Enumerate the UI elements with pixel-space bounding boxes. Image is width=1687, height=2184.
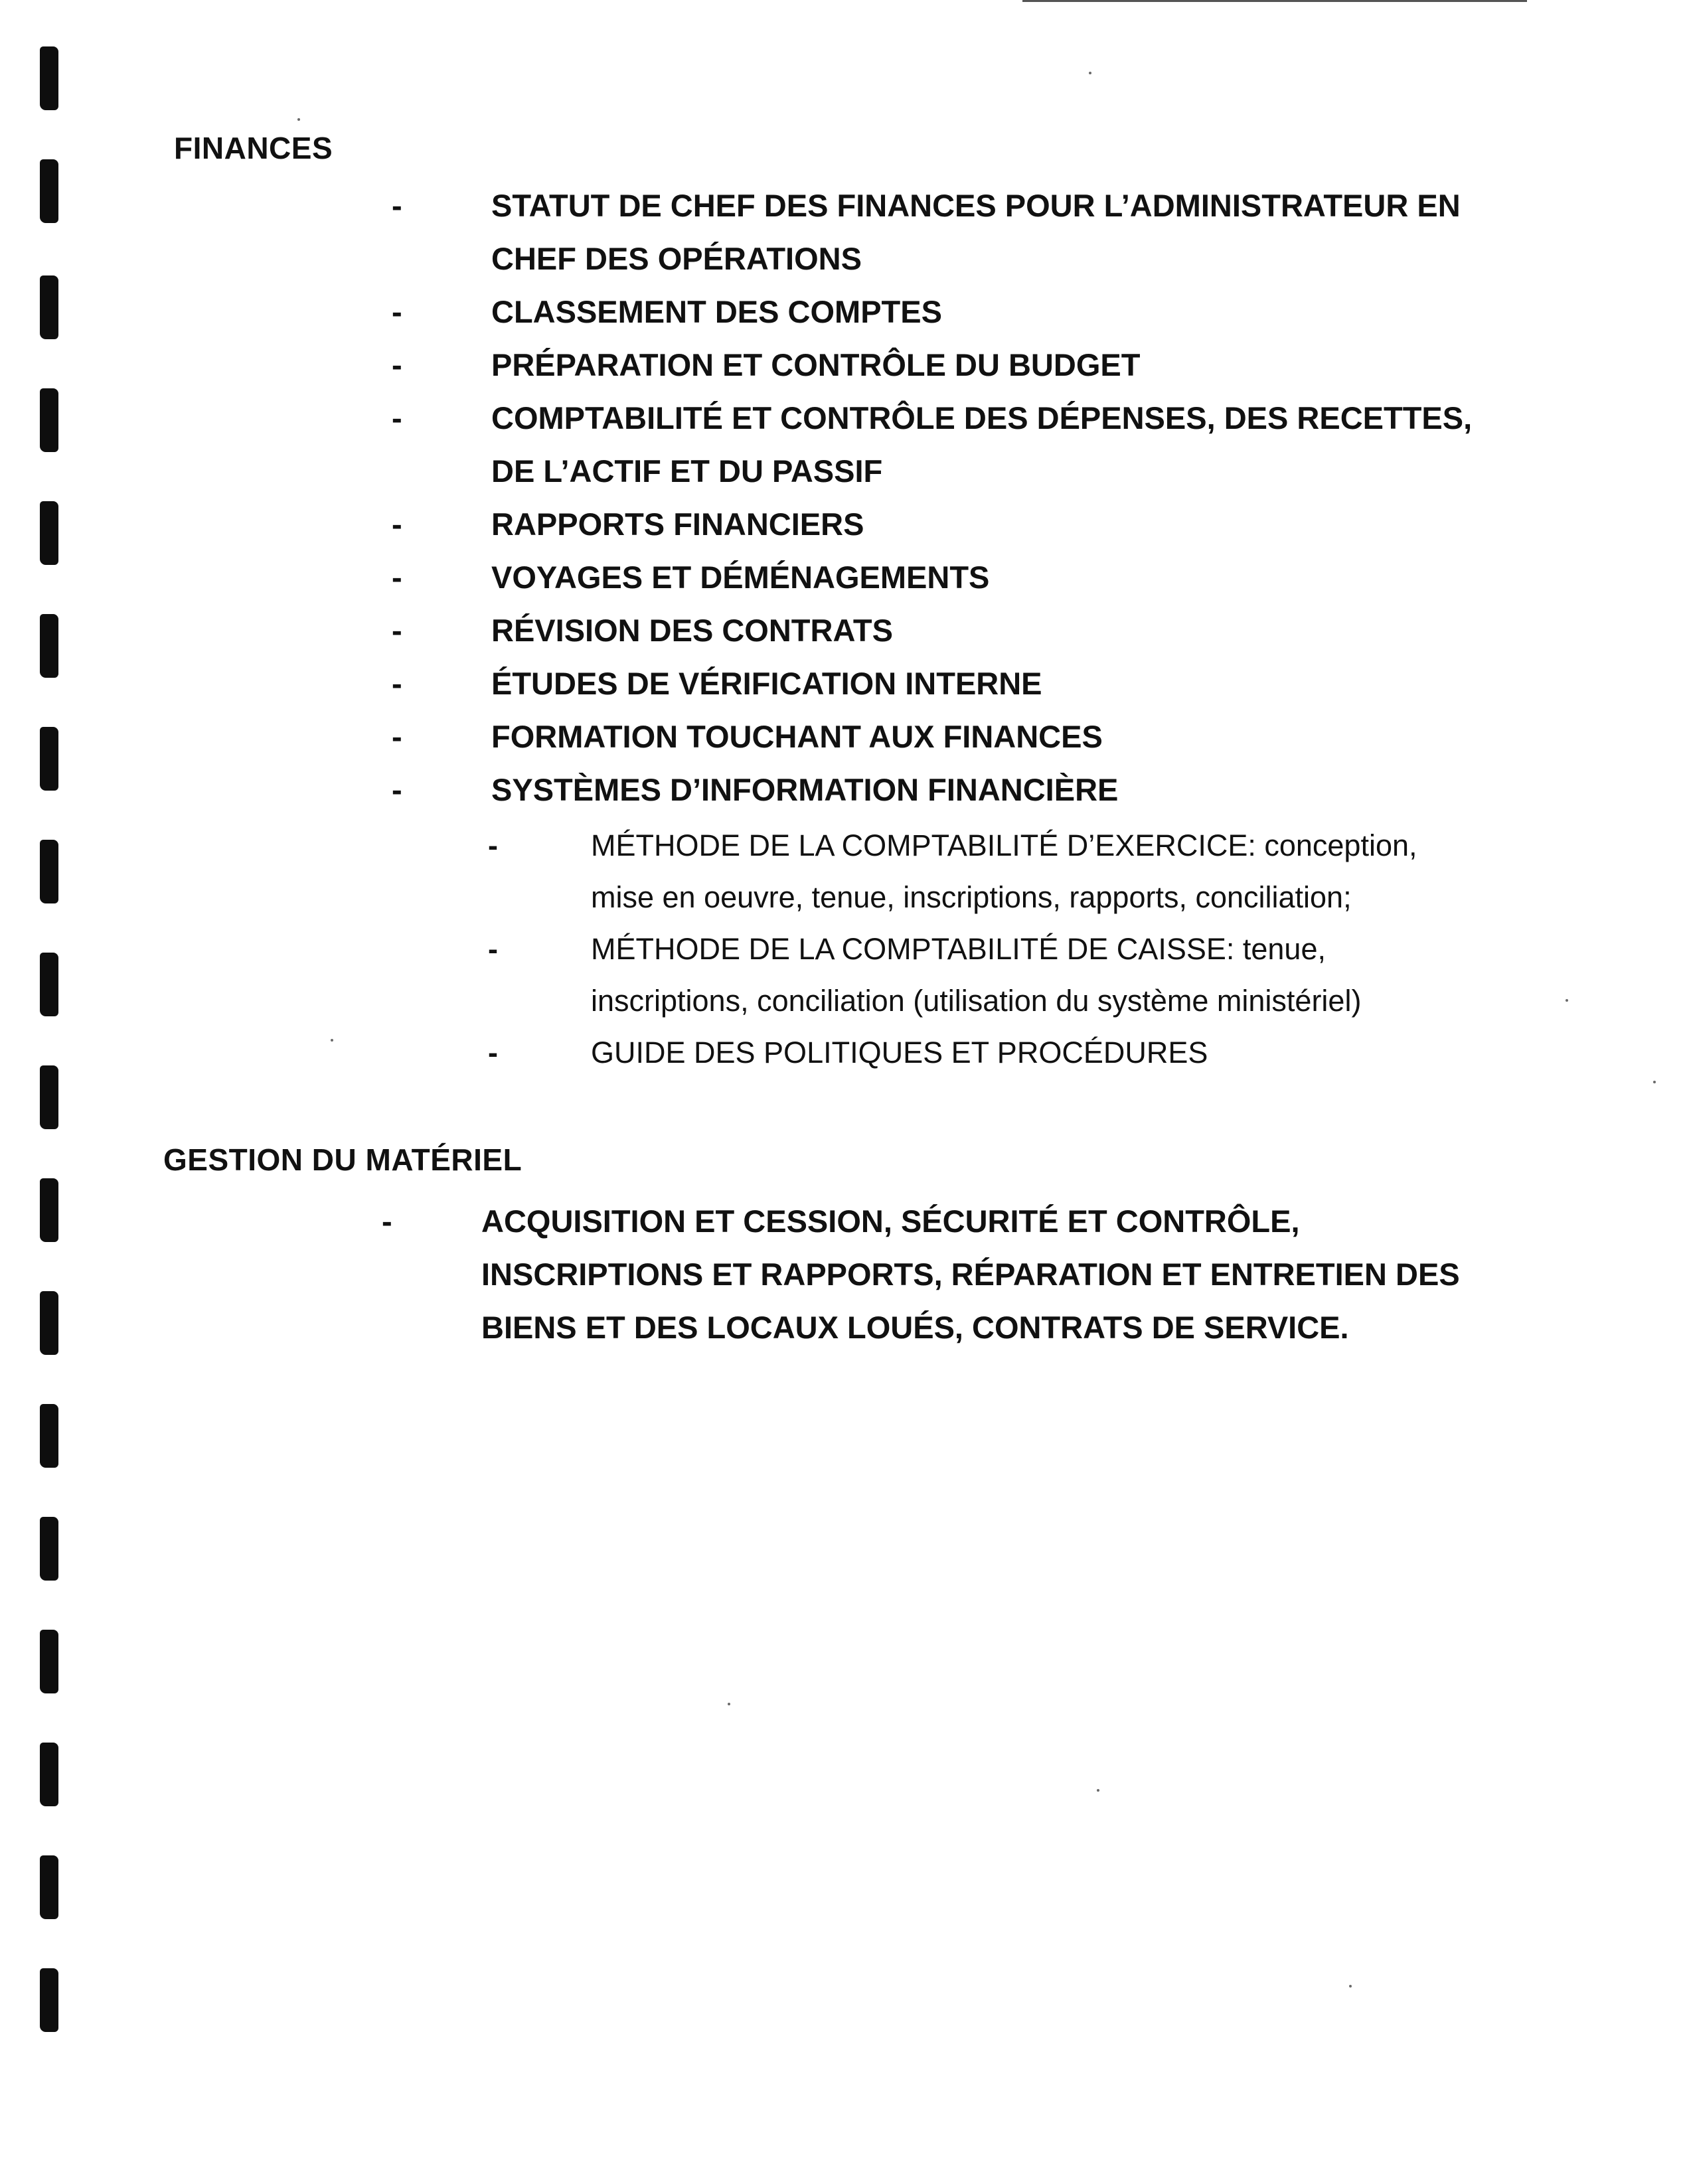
section-heading-finances: FINANCES [174, 131, 333, 165]
bullet-dash: - [392, 347, 402, 382]
punch-hole [40, 1630, 58, 1693]
list-item [392, 498, 1472, 551]
binding-punch-holes [40, 46, 73, 2104]
list-item-line: COMPTABILITÉ ET CONTRÔLE DES DÉPENSES, DES RECETTES, [491, 400, 1473, 435]
scan-speck [1349, 1985, 1352, 1988]
list-item-line: PRÉPARATION ET CONTRÔLE DU BUDGET [491, 347, 1141, 382]
bullet-dash: - [392, 507, 402, 542]
list-item-line: MÉTHODE DE LA COMPTABILITÉ D’EXERCICE: conception, [591, 828, 1417, 862]
list-item-line: CLASSEMENT DES COMPTES [491, 294, 942, 329]
bullet-dash: - [392, 719, 402, 754]
list-item [392, 551, 1472, 604]
punch-hole [40, 953, 58, 1016]
punch-hole [40, 727, 58, 791]
bullet-dash: - [488, 828, 498, 862]
punch-hole [40, 840, 58, 903]
list-item [392, 604, 1472, 657]
list-item-line: VOYAGES ET DÉMÉNAGEMENTS [491, 560, 990, 595]
list-item [392, 339, 1472, 392]
scan-speck [297, 118, 300, 121]
sub-list-item [488, 923, 1417, 1027]
finances-list [392, 179, 1473, 817]
bullet-dash: - [392, 400, 402, 435]
list-item [392, 285, 1472, 339]
list-item-line: FORMATION TOUCHANT AUX FINANCES [491, 719, 1103, 754]
bullet-dash: - [392, 188, 402, 223]
list-item [392, 657, 1472, 710]
bullet-dash: - [392, 294, 402, 329]
punch-hole [40, 501, 58, 565]
bullet-dash: - [392, 772, 402, 807]
section-heading-gestion-du-materiel: GESTION DU MATÉRIEL [163, 1142, 522, 1177]
punch-hole [40, 46, 58, 110]
punch-hole [40, 1178, 58, 1242]
punch-hole [40, 614, 58, 678]
list-item-line: SYSTÈMES D’INFORMATION FINANCIÈRE [491, 772, 1119, 807]
punch-hole [40, 388, 58, 452]
scan-speck [728, 1703, 730, 1705]
list-item-line: GUIDE DES POLITIQUES ET PROCÉDURES [591, 1036, 1208, 1069]
sub-list-item [488, 820, 1417, 923]
punch-hole [40, 1968, 58, 2032]
list-item-line: mise en oeuvre, tenue, inscriptions, rapports, conciliation; [591, 880, 1352, 914]
punch-hole [40, 275, 58, 339]
list-item-line: RÉVISION DES CONTRATS [491, 613, 893, 648]
scan-speck [1566, 999, 1568, 1002]
list-item [382, 1195, 1460, 1354]
list-item [392, 392, 1473, 498]
list-item [392, 763, 1472, 817]
punch-hole [40, 1743, 58, 1806]
list-item-line: MÉTHODE DE LA COMPTABILITÉ DE CAISSE: tenue, [591, 932, 1326, 966]
punch-hole [40, 159, 58, 223]
bullet-dash: - [392, 613, 402, 648]
punch-hole [40, 1065, 58, 1129]
bullet-dash: - [392, 666, 402, 701]
list-item-line: ACQUISITION ET CESSION, SÉCURITÉ ET CONTRÔLE, [481, 1204, 1300, 1239]
punch-hole [40, 1855, 58, 1919]
scan-speck [1653, 1081, 1656, 1083]
bullet-dash: - [382, 1204, 392, 1239]
punch-hole [40, 1291, 58, 1355]
list-item-line: STATUT DE CHEF DES FINANCES POUR L’ADMINISTRATEUR EN [491, 188, 1461, 223]
list-item-line: DE L’ACTIF ET DU PASSIF [491, 453, 883, 489]
list-item-line: ÉTUDES DE VÉRIFICATION INTERNE [491, 666, 1042, 701]
materiel-list [382, 1195, 1460, 1354]
list-item [392, 710, 1472, 763]
top-edge-rule [1022, 0, 1527, 2]
bullet-dash: - [392, 560, 402, 595]
list-item-line: RAPPORTS FINANCIERS [491, 507, 864, 542]
list-item [392, 179, 1472, 285]
scan-speck [331, 1039, 333, 1042]
scan-speck [1097, 1789, 1099, 1792]
sub-list-item [488, 1027, 1417, 1079]
list-item-line: BIENS ET DES LOCAUX LOUÉS, CONTRATS DE SERVICE. [481, 1310, 1349, 1345]
scan-speck [1089, 72, 1091, 74]
bullet-dash: - [488, 1036, 498, 1069]
list-item-line: CHEF DES OPÉRATIONS [491, 241, 862, 276]
list-item-line: inscriptions, conciliation (utilisation du système ministériel) [591, 984, 1362, 1018]
bullet-dash: - [488, 932, 498, 966]
list-item-line: INSCRIPTIONS ET RAPPORTS, RÉPARATION ET ENTRETIEN DES [481, 1257, 1460, 1292]
punch-hole [40, 1404, 58, 1468]
financial-systems-sublist [488, 820, 1417, 1079]
punch-hole [40, 1517, 58, 1581]
